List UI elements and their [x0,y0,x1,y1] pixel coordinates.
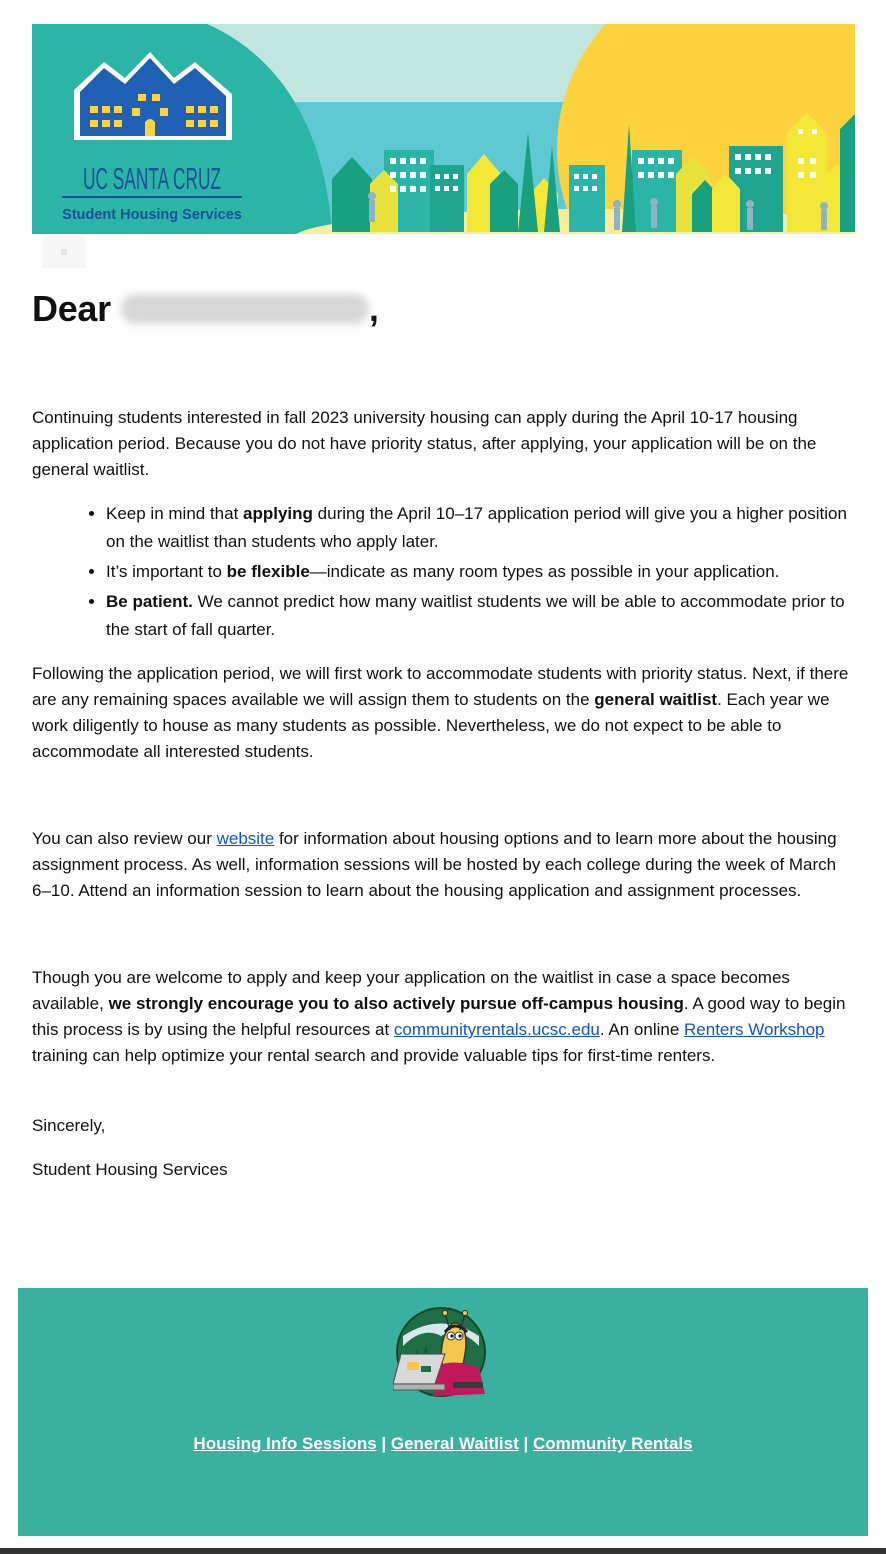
greeting-comma: , [368,288,379,329]
footer-link-community-rentals[interactable]: Community Rentals [532,1434,693,1453]
salutation: Dear [32,288,111,329]
footer-link-separator: | [518,1434,533,1453]
footer-link-general-waitlist[interactable]: General Waitlist [390,1434,519,1453]
list-item [106,588,858,644]
list-item [106,558,858,586]
tips-list [32,500,858,644]
bullet-bold: applying [243,504,313,523]
intro-paragraph: Continuing students interested in fall 2023 university housing can apply during the April 10-17 housing application period. Because you do not have priority status, after applying, your application will be on the general waitlist. [32,408,817,479]
off-campus-bold: we strongly encourage you to also actively pursue off-campus housing [108,994,684,1013]
email-body [32,405,858,1183]
general-waitlist-bold: general waitlist [594,690,718,709]
closing: Sincerely, [32,1116,106,1135]
recipient-name-redacted [121,294,369,324]
paragraph-text: . An online [599,1020,685,1039]
header-banner [32,24,855,234]
footer-link-housing-info-sessions[interactable]: Housing Info Sessions [193,1434,377,1453]
bullet-bold: Be patient. [106,592,193,611]
off-campus-paragraph [32,965,858,1069]
paragraph-text: Though you are welcome to apply and keep your application on the waitlist in case a space becomes available, [32,968,790,1013]
broken-image-icon [42,236,86,268]
list-item [106,500,858,556]
signature: Student Housing Services [32,1160,228,1179]
greeting-heading [32,288,379,330]
department-name: Student Housing Services [62,207,242,223]
footer [18,1288,868,1536]
footer-link-separator: | [376,1434,391,1453]
community-rentals-link[interactable]: communityrentals.ucsc.edu [393,1020,600,1039]
bullet-text: —indicate as many room types as possible in your application. [309,562,780,581]
logo-wordmark: UC SANTA CRUZ [83,161,221,196]
paragraph-text: You can also review our [32,829,217,848]
info-sessions-paragraph [32,826,858,904]
bullet-text: during the April 10–17 application period will give you a higher position on the waitlist than students who apply later. [106,504,847,551]
paragraph-text: training can help optimize your rental search and provide valuable tips for first-time renters. [32,1046,716,1065]
bullet-text: We cannot predict how many waitlist students we will be able to accommodate prior to the start of fall quarter. [106,592,845,639]
bullet-bold: be flexible [226,562,310,581]
bullet-text: It’s important to [106,562,227,581]
campus-illustration [32,24,855,234]
window-bottom-border [0,1548,886,1554]
paragraph-text: for information about housing options and to learn more about the housing assignment process. As well, information sessions will be hosted by each college during the week of March 6–10. Attend an information session to learn about the housing application and assignment processes. [32,829,837,900]
paragraph-text: . Each year we work diligently to house as many students as possible. Nevertheless, we do not expect to be able to accommodate all interested students. [32,690,830,761]
paragraph-text: Following the application period, we will first work to accommodate students with priority status. Next, if there are any remaining spaces available we will assign them to students on the [32,664,849,709]
bullet-text: Keep in mind that [106,504,244,523]
priority-paragraph [32,661,858,765]
renters-workshop-link[interactable]: Renters Workshop [684,1020,825,1039]
footer-links [18,1434,868,1454]
website-link[interactable]: website [216,829,275,848]
banana-slug-mascot-icon [393,1306,493,1398]
paragraph-text: . A good way to begin this process is by using the helpful resources at [32,994,846,1039]
